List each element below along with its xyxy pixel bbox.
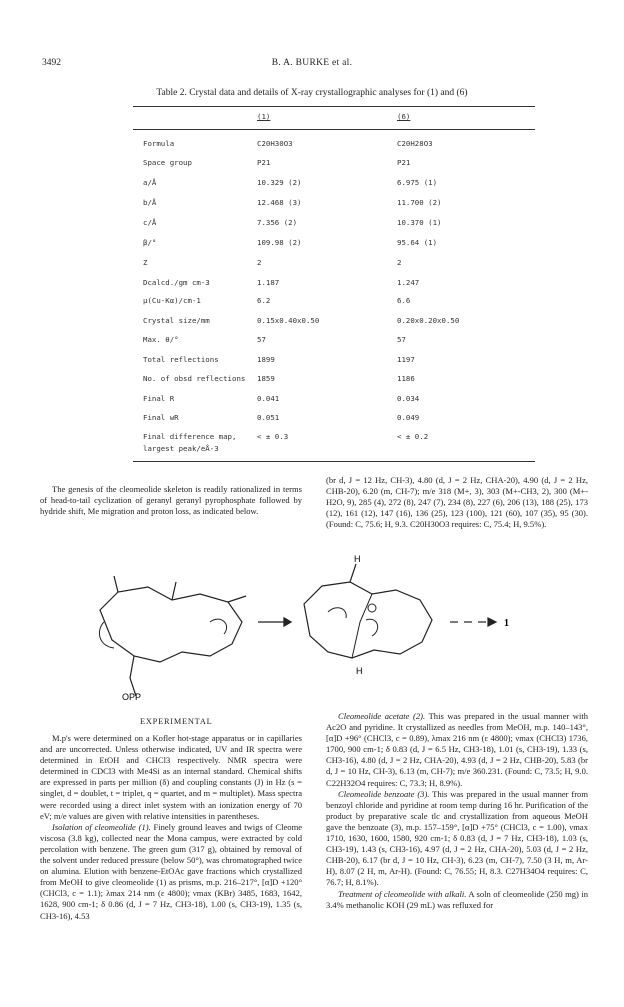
table-top-rule xyxy=(133,106,535,107)
table-row: Final R 0.041 0.034 xyxy=(143,394,420,403)
scheme-arrow-2 xyxy=(450,618,496,626)
table-row: Final wR 0.051 0.049 xyxy=(143,413,420,422)
product-label: 1 xyxy=(504,618,509,629)
table-row: b/Å 12.468 (3) 11.700 (2) xyxy=(143,198,442,207)
isolation-paragraph: Isolation of cleomeolide (1). Finely ground leaves and twigs of Cleome viscosa (3.8 kg), collected near the Mona campus, were extracted by cold percolation with benzene. The green gum (317 g), obtained by removal of the solvent under reduced pressure (below 50°), was chromatographed twice on alumina. Elution with benzene-EtOAc gave fractions which crystallized from MeOH to give cleomeolide (1) as prisms, m.p. 216–217°, [α]D +120° (CHCl3, c = 1.1); λmax 214 nm (ε 4800); νmax (KBr) 3485, 1683, 1642, 1628, 900 cm-1; δ 0.86 (d, J = 7 Hz, CH3-18), 1.00 (s, CH3-19), 1.35 (s, CH3-16), 4.53 xyxy=(40,821,303,921)
biosynthesis-scheme xyxy=(60,552,570,702)
table-row: Total reflections 1899 1197 xyxy=(143,355,415,364)
ggpp-structure xyxy=(99,576,246,696)
table-row: Space group P21 P21 xyxy=(143,158,411,167)
general-methods-paragraph: M.p's were determined on a Kofler hot-stage apparatus or in capillaries and are uncorrected. Unless otherwise indicated, UV and IR spectra were determined in EtOH and CHCl3 respectively. NMR spectra were determined in CDCl3 with Me4Si as an internal standard. Chemical shifts are expressed in parts per million (δ) and coupling constants (J) in Hz (s = singlet, d = doublet, t = triplet, q = quartet, and m = multiplet). Mass spectra were recorded using a direct inlet system with an ionization energy of 70 eV; m/e values are given with relative intensities in parentheses. xyxy=(40,733,302,821)
table-row: c/Å 7.356 (2) 10.370 (1) xyxy=(143,218,442,227)
right-intro-paragraph: (br d, J = 12 Hz, CH-3), 4.80 (d, J = 2 Hz, CHA-20), 4.90 (d, J = 2 Hz, CHB-20), 6.20 (m, CH-7); m/e 318 (M+, 3), 303 (M+-CH3, 2), 300 (M+-H2O, 9), 285 (4), 272 (8), 247 (7), 234 (8), 227 (6), 206 (13), 188 (25), 173 (12), 161 (12), 147 (16), 136 (25), 123 (100), 121 (60), 107 (35), 95 (30). (Found: C, 75.6; H, 9.3. C20H30O3 requires: C, 75.4; H, 9.5%). xyxy=(326,475,588,530)
col-header-1: (1) xyxy=(257,112,271,121)
table-caption: Table 2. Crystal data and details of X-ray crystallographic analyses for (1) and (6) xyxy=(156,88,468,98)
hydrogen-label-top: H xyxy=(354,554,361,564)
page-number: 3492 xyxy=(42,58,61,68)
col-header-6: (6) xyxy=(397,112,411,121)
table-row: Max. θ/° 57 57 xyxy=(143,335,406,344)
table-row: Crystal size/mm 0.15x0.40x0.50 0.20x0.20x0.50 xyxy=(143,316,460,325)
table-row: β/° 109.98 (2) 95.64 (1) xyxy=(143,238,438,247)
table-row: Formula C20H30O3 C20H28O3 xyxy=(143,139,433,148)
cation-structure xyxy=(304,564,432,658)
right-experimental-column xyxy=(326,711,588,911)
acetate-paragraph: Cleomeolide acetate (2). This was prepared in the usual manner with Ac2O and pyridine. It crystallized as needles from MeOH, m.p. 140–143°, [α]D +96° (CHCl3, c = 0.89), λmax 216 nm (ε 4800); νmax (CHCl3) 1736, 1700, 900 cm-1; δ 0.83 (d, J = 6.5 Hz, CH3-18), 1.01 (s, CH3-19), 1.33 (s, CH3-16), 4.80 (d, J = 2 Hz, CHA-20), 4.93 (d, J = 2 Hz, CHB-20), 5.83 (br d, J = 10 Hz, CH-3), 6.13 (m, CH-7); m/e 360.231. (Found: C, 73.5; H, 9.0. C22H32O4 requires: C, 73.3; H, 8.9%). xyxy=(326,711,588,788)
table-header-rule xyxy=(133,129,535,130)
running-head: B. A. BURKE et al. xyxy=(271,58,353,68)
opp-label: OPP xyxy=(122,692,142,702)
table-row: a/Å 10.329 (2) 6.975 (1) xyxy=(143,178,438,187)
table-row: largest peak/eÅ-3 xyxy=(143,444,219,453)
hydrogen-label-bottom: H xyxy=(356,666,363,676)
left-intro-paragraph: The genesis of the cleomeolide skeleton is readily rationalized in terms of head-to-tail cyclization of geranyl geranyl pyrophosphate followed by hydride shift, Me migration and proton loss, as indicated below. xyxy=(40,484,302,517)
experimental-heading: EXPERIMENTAL xyxy=(140,717,213,726)
table-row: Z 2 2 xyxy=(143,258,402,267)
table-bottom-rule xyxy=(133,461,535,462)
alkali-paragraph: Treatment of cleomeolide with alkali. A soln of cleomeolide (250 mg) in 3.4% methanolic KOH (29 mL) was refluxed for xyxy=(326,888,588,910)
table-row: Final difference map, < ± 0.3 < ± 0.2 xyxy=(143,432,429,441)
table-row: Dcalcd./gm cm-3 1.187 1.247 xyxy=(143,278,420,287)
table-row: μ(Cu-Kα)/cm-1 6.2 6.6 xyxy=(143,296,411,305)
scheme-arrow-1 xyxy=(258,618,291,626)
left-experimental-column xyxy=(40,733,302,922)
table-row: No. of obsd reflections 1859 1186 xyxy=(143,374,415,383)
benzoate-paragraph: Cleomeolide benzoate (3). This was prepared in the usual manner from benzoyl chloride and pyridine at room temp during 16 hr. Purification of the product by preparative scale tlc and crystallization from aqueous MeOH gave the benzoate (3), m.p. 157–159°, [α]D +75° (CHCl3, c = 1.00), νmax 1710, 1630, 1600, 1580, 920 cm-1; δ 0.83 (d, J = 7 Hz, CH3-18), 1.03 (s, CH3-19), 1.43 (s, CH3-16), 4.97 (d, J = 2 Hz, CHA-20), 5.03 (d, J = 2 Hz, CHB-20), 6.17 (br d, J = 10 Hz, CH-3), 6.23 (m, CH-7), 7.50 (3 H, m, Ar-H), 8.07 (2 H, m, Ar-H). (Found: C, 76.55; H, 8.3. C27H34O4 requires: C, 76.7; H, 8.1%). xyxy=(326,788,588,888)
